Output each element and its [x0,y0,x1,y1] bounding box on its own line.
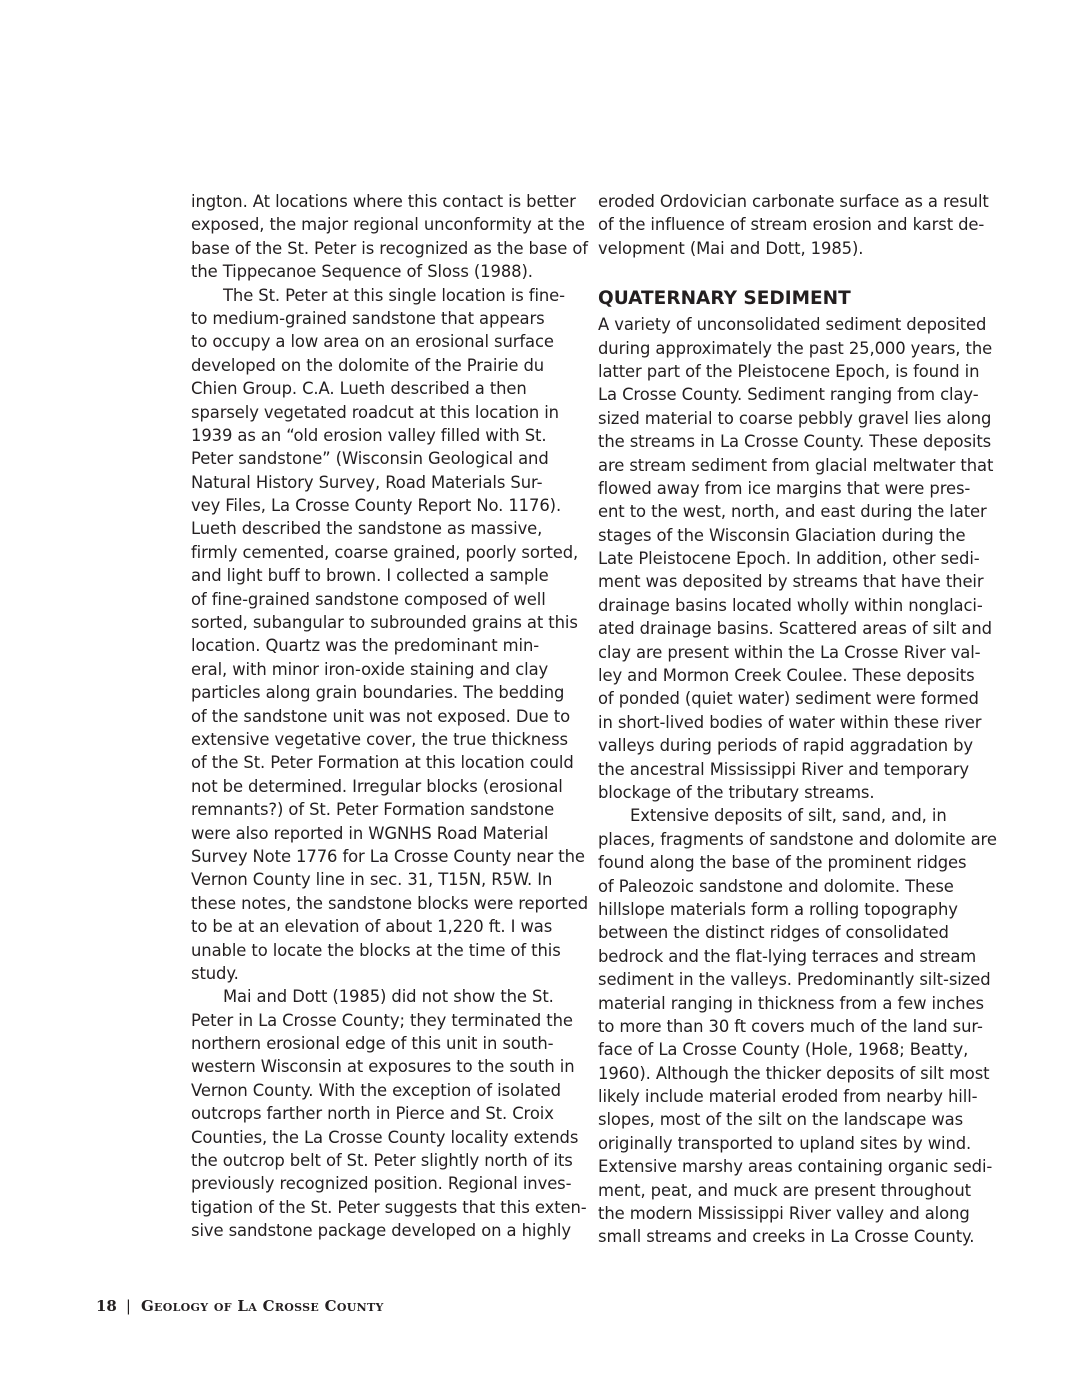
right-body-text-line: places, fragments of sandstone and dolomite are [598,829,997,849]
left-column-text-line: Lueth described the sandstone as massive, [191,519,543,539]
left-column-text-line: not be determined. Irregular blocks (erosional [191,776,563,796]
left-column-text-line: were also reported in WGNHS Road Material [191,823,549,843]
left-column-text-line: of the St. Peter Formation at this location could [191,753,574,773]
right-body-text-line: material ranging in thickness from a few inches [598,993,984,1013]
right-body-text-line: hillslope materials form a rolling topography [598,899,958,919]
left-column-text-line: to medium-grained sandstone that appears [191,308,545,328]
right-body-text-line: the ancestral Mississippi River and temporary [598,759,970,779]
right-intro-text-line: of the influence of stream erosion and karst de- [598,215,985,235]
left-column-text-line: study. [191,963,239,983]
left-column-text-line: Peter sandstone” (Wisconsin Geological and [191,449,549,469]
right-body-text-line: during approximately the past 25,000 years, the [598,338,993,358]
right-body-text-line: the modern Mississippi River valley and along [598,1204,970,1224]
quaternary-sediment-body [598,313,997,1249]
left-column-text-line: vey Files, La Crosse County Report No. 1176). [191,496,562,516]
left-column-text-line: firmly cemented, coarse grained, poorly sorted, [191,542,579,562]
right-body-text-line: face of La Crosse County (Hole, 1968; Beatty, [598,1040,969,1060]
right-body-text-line: A variety of unconsolidated sediment deposited [598,315,987,335]
left-column-text-line: previously recognized position. Regional inves- [191,1174,572,1194]
left-column-text-line: developed on the dolomite of the Prairie du [191,355,545,375]
right-body-text-line: flowed away from ice margins that were pres- [598,478,971,498]
right-body-text-line: Late Pleistocene Epoch. In addition, other sedi- [598,549,980,569]
right-body-text-line: slopes, most of the silt on the landscape was [598,1110,964,1130]
right-body-text-line: blockage of the tributary streams. [598,782,875,802]
left-column-text-line: 1939 as an “old erosion valley filled with St. [191,425,547,445]
left-column-text-line: remnants?) of St. Peter Formation sandstone [191,800,555,820]
right-body-text-line: the streams in La Crosse County. These deposits [598,432,992,452]
left-column-text-line: eral, with minor iron-oxide staining and clay [191,659,549,679]
right-body-text-line: valleys during periods of rapid aggradation by [598,736,973,756]
left-column-text-line: to be at an elevation of about 1,220 ft. I was [191,917,553,937]
right-body-text-line: Extensive marshy areas containing organic sedi- [598,1157,993,1177]
left-column-text-line: Natural History Survey, Road Materials Sur- [191,472,543,492]
right-body-text-line: latter part of the Pleistocene Epoch, is found in [598,361,980,381]
left-column-text-line: Chien Group. C.A. Lueth described a then [191,379,527,399]
right-body-text-line: ley and Mormon Creek Coulee. These deposits [598,666,975,686]
left-column-text-line: northern erosional edge of this unit in south- [191,1034,554,1054]
left-column-text-line: the outcrop belt of St. Peter slightly north of its [191,1151,573,1171]
right-intro-paragraph [598,190,989,260]
right-body-text-line: between the distinct ridges of consolidated [598,923,949,943]
left-column-text-line: location. Quartz was the predominant min- [191,636,540,656]
section-heading-quaternary-sediment: QUATERNARY SEDIMENT [598,288,851,310]
left-column-text-line: Vernon County line in sec. 31, T15N, R5W. In [191,870,553,890]
page-number: 18 [96,1297,117,1315]
right-body-text-line: ent to the west, north, and east during the later [598,502,987,522]
right-body-text-line: 1960). Although the thicker deposits of silt most [598,1063,990,1083]
left-column-text-line: Survey Note 1776 for La Crosse County near the [191,846,585,866]
left-column-text-line: Peter in La Crosse County; they terminated the [191,1010,573,1030]
left-column [191,190,589,1243]
left-column-text-line: western Wisconsin at exposures to the south in [191,1057,575,1077]
left-column-text-line: the Tippecanoe Sequence of Sloss (1988). [191,262,533,282]
left-column-text-line: Mai and Dott (1985) did not show the St. [223,987,554,1007]
left-column-text-line: ington. At locations where this contact is better [191,192,576,211]
right-body-text-line: found along the base of the prominent ridges [598,853,967,873]
right-intro-text-line: eroded Ordovician carbonate surface as a result [598,192,989,211]
right-body-text-line: to more than 30 ft covers much of the land sur- [598,1016,983,1036]
right-body-text-line: drainage basins located wholly within nonglaci- [598,595,983,615]
right-body-text-line: Extensive deposits of silt, sand, and, in [630,806,947,826]
left-column-text-line: Counties, the La Crosse County locality extends [191,1127,579,1147]
left-column-text-line: and light buff to brown. I collected a sample [191,566,549,586]
right-body-text-line: stages of the Wisconsin Glaciation during the [598,525,966,545]
left-column-text-line: sparsely vegetated roadcut at this location in [191,402,559,422]
left-column-text-line: base of the St. Peter is recognized as the base of [191,238,588,258]
left-column-text-line: sorted, subangular to subrounded grains at this [191,613,578,633]
right-body-text-line: bedrock and the flat-lying terraces and stream [598,946,977,966]
left-column-text-line: The St. Peter at this single location is fine- [223,285,565,305]
left-column-text-line: extensive vegetative cover, the true thickness [191,729,568,749]
left-column-text-line: sive sandstone package developed on a highly [191,1221,571,1241]
left-column-text-line: particles along grain boundaries. The bedding [191,683,565,703]
left-column-text-line: exposed, the major regional unconformity at the [191,215,585,235]
left-column-text-line: tigation of the St. Peter suggests that this exten- [191,1197,587,1217]
left-column-text-line: outcrops farther north in Pierce and St. Croix [191,1104,554,1124]
right-body-text-line: likely include material eroded from nearby hill- [598,1087,978,1107]
right-body-text-line: small streams and creeks in La Crosse County. [598,1227,975,1247]
right-column [598,190,997,1249]
right-body-text-line: sediment in the valleys. Predominantly silt-sized [598,970,991,990]
right-body-text-line: are stream sediment from glacial meltwater that [598,455,994,475]
right-body-text-line: originally transported to upland sites by wind. [598,1133,972,1153]
right-body-text-line: in short-lived bodies of water within these river [598,712,982,732]
right-body-text-line: ment was deposited by streams that have their [598,572,984,592]
right-body-text-line: of ponded (quiet water) sediment were formed [598,689,979,709]
right-body-text-line: clay are present within the La Crosse River val- [598,642,981,662]
right-body-text-line: of Paleozoic sandstone and dolomite. These [598,876,954,896]
left-column-text-line: these notes, the sandstone blocks were reported [191,893,589,913]
right-body-text-line: ment, peat, and muck are present throughout [598,1180,971,1200]
right-intro-text-line: velopment (Mai and Dott, 1985). [598,238,864,258]
left-column-text-line: of the sandstone unit was not exposed. Due to [191,706,571,726]
left-column-text-line: of fine-grained sandstone composed of well [191,589,546,609]
right-body-text-line: sized material to coarse pebbly gravel lies along [598,408,992,428]
running-title: Geology of La Crosse County [140,1297,384,1315]
page-footer [96,1297,384,1315]
left-column-text-line: Vernon County. With the exception of isolated [191,1080,561,1100]
left-column-text-line: to occupy a low area on an erosional surface [191,332,554,352]
right-body-text-line: La Crosse County. Sediment ranging from clay- [598,385,979,405]
footer-separator: | [125,1297,131,1315]
right-body-text-line: ated drainage basins. Scattered areas of silt and [598,619,992,639]
left-column-text-line: unable to locate the blocks at the time of this [191,940,561,960]
